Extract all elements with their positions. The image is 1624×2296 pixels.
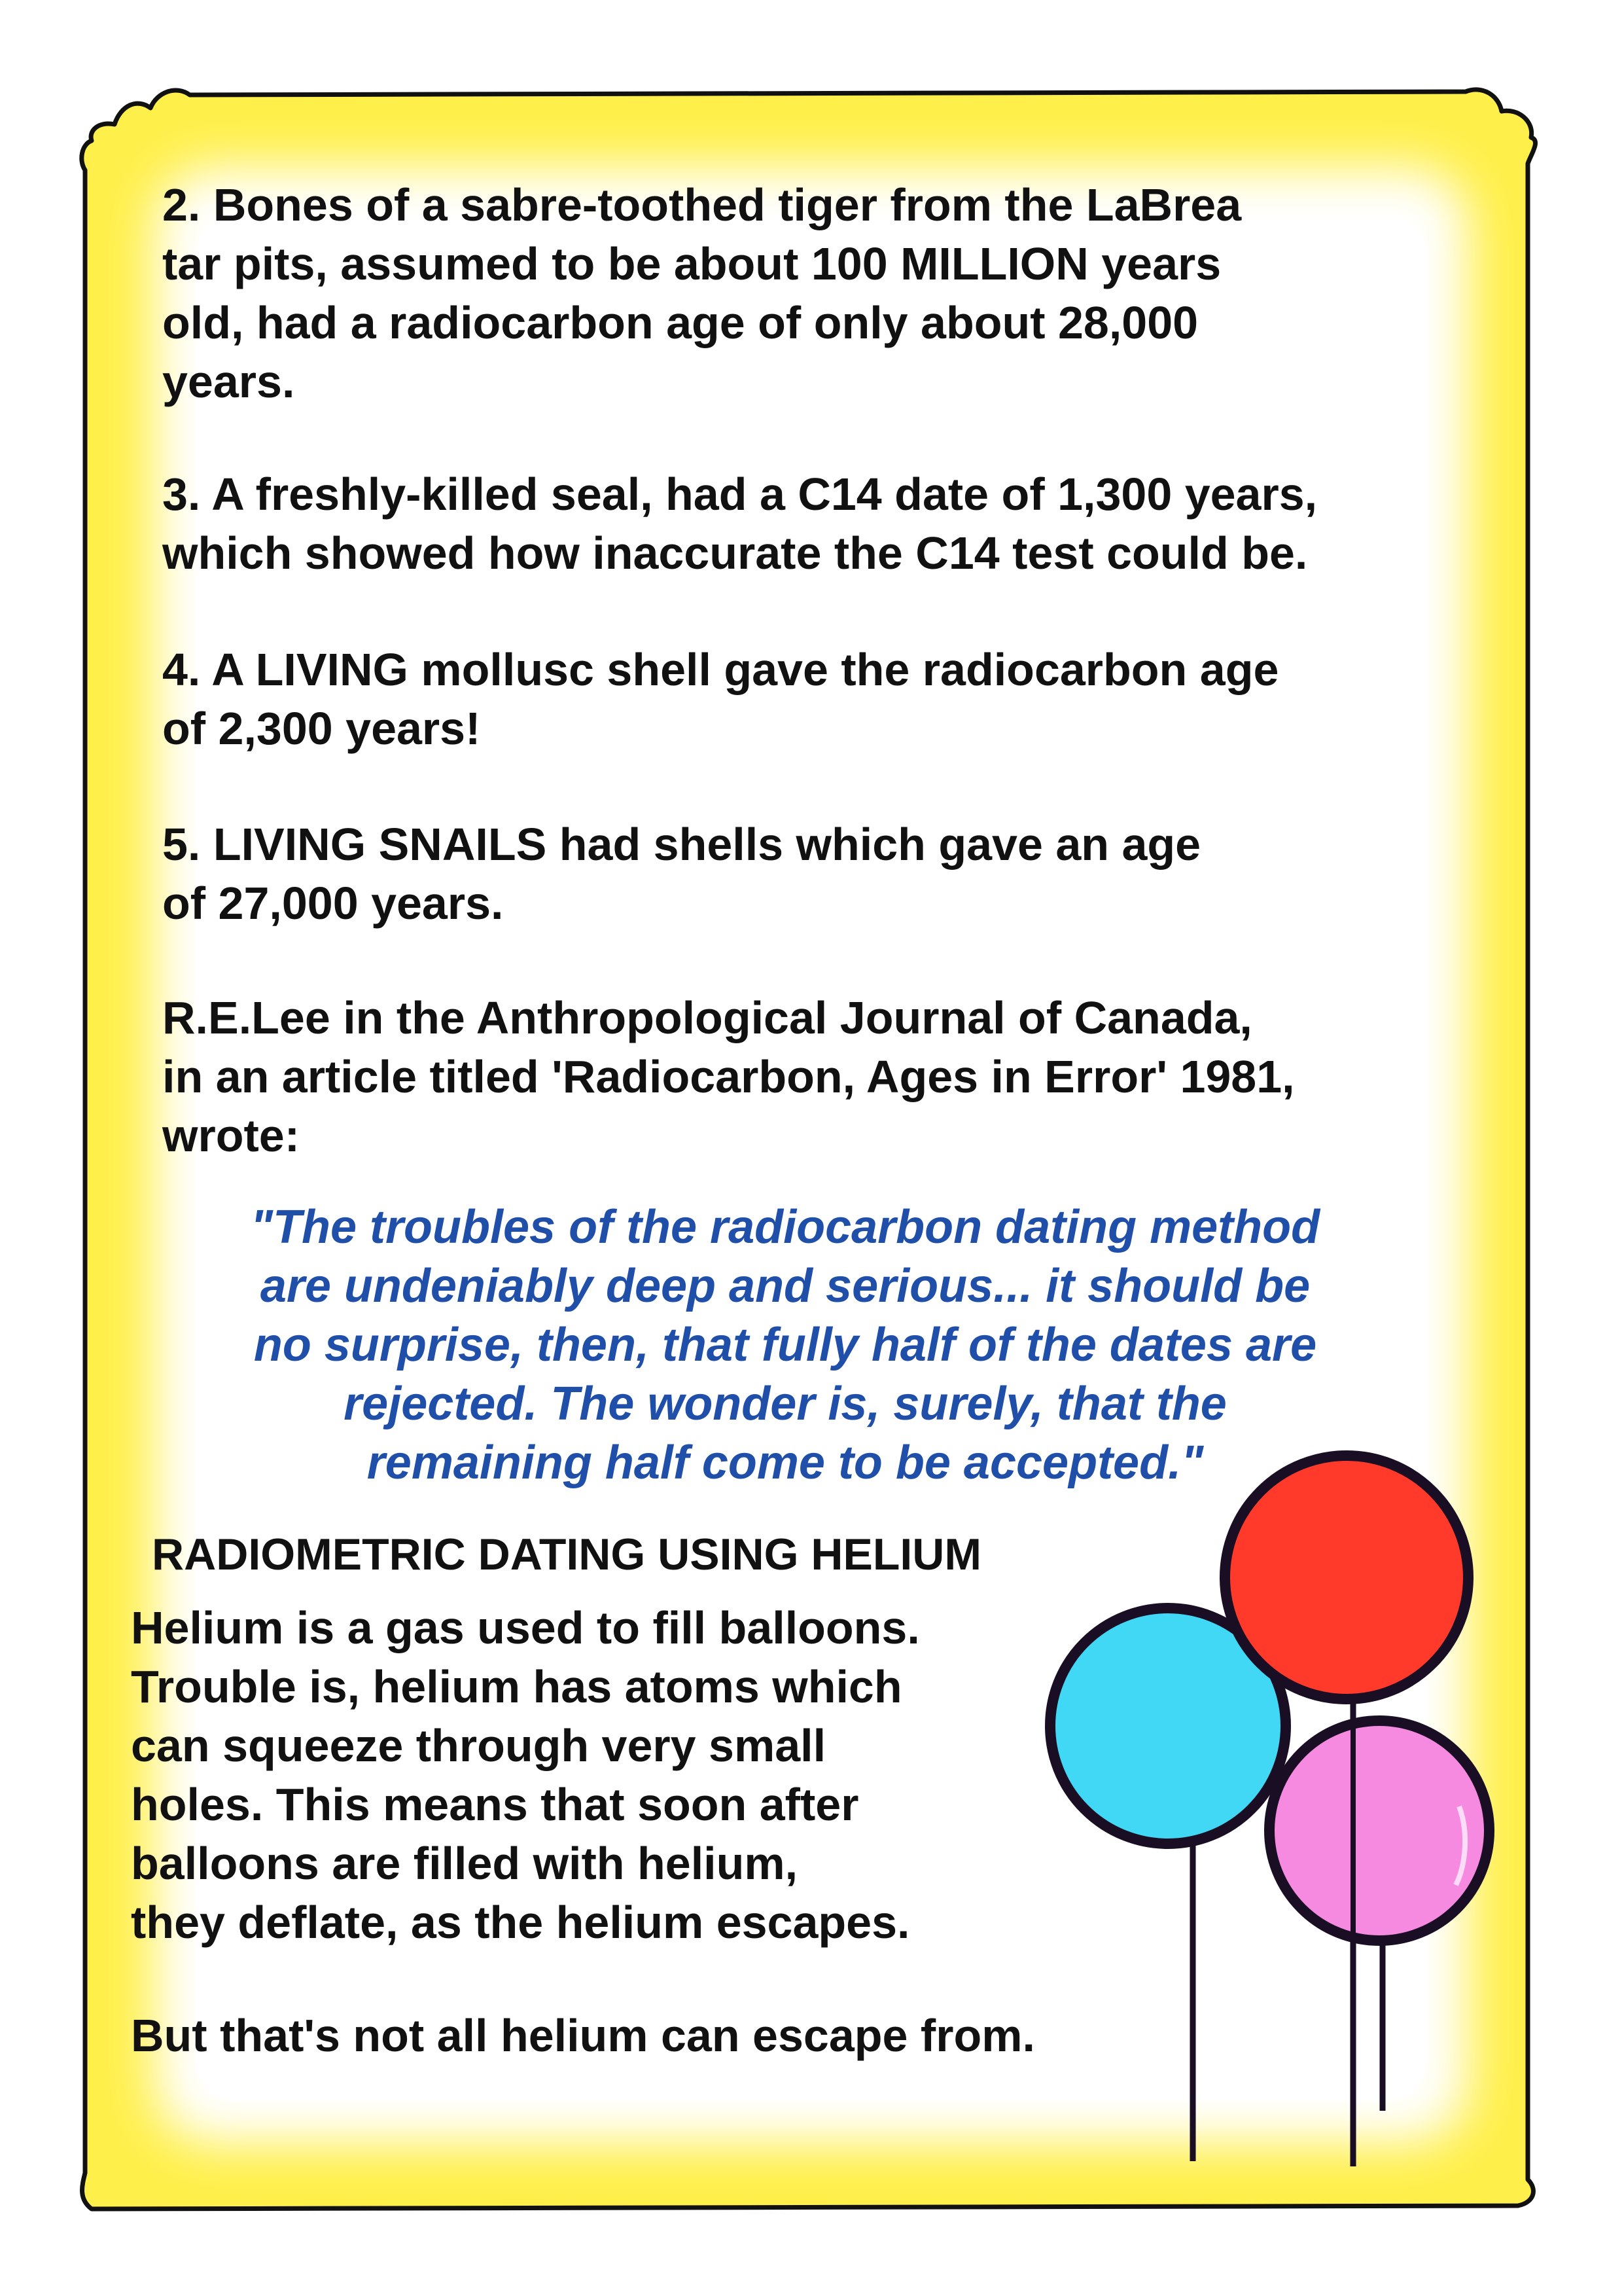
citation-paragraph: R.E.Lee in the Anthropological Journal of Canada, in an article titled 'Radiocarbon, Ages in Error' 1981, wrote: (162, 992, 1295, 1161)
red-balloon (1225, 1456, 1468, 1699)
quote-block: "The troubles of the radiocarbon dating method are undeniably deep and serious... it should be no surprise, then, that fully half of the dates are rejected. The wonder is, surely, that the remaining half come to be accepted." (250, 1201, 1320, 1489)
paragraph-item-3: 3. A freshly-killed seal, had a C14 date of 1,300 years, which showed how inaccurate the C14 test could be. (162, 469, 1318, 579)
paragraph-item-5: 5. LIVING SNAILS had shells which gave an age of 27,000 years. (162, 819, 1201, 929)
pink-balloon (1269, 1721, 1489, 1941)
closing-line: But that's not all helium can escape from. (131, 2010, 1035, 2061)
section-heading: RADIOMETRIC DATING USING HELIUM (152, 1530, 982, 1579)
paragraph-item-2: 2. Bones of a sabre-toothed tiger from the LaBrea tar pits, assumed to be about 100 MILLION years old, had a radiocarbon age of only about 28,000 years. (162, 179, 1242, 407)
paragraph-item-4: 4. A LIVING mollusc shell gave the radiocarbon age of 2,300 years! (162, 644, 1279, 754)
helium-paragraph: Helium is a gas used to fill balloons. Trouble is, helium has atoms which can squeeze through very small holes. This means that soon after balloons are filled with helium, they deflate, as the helium escapes. (131, 1602, 920, 1948)
